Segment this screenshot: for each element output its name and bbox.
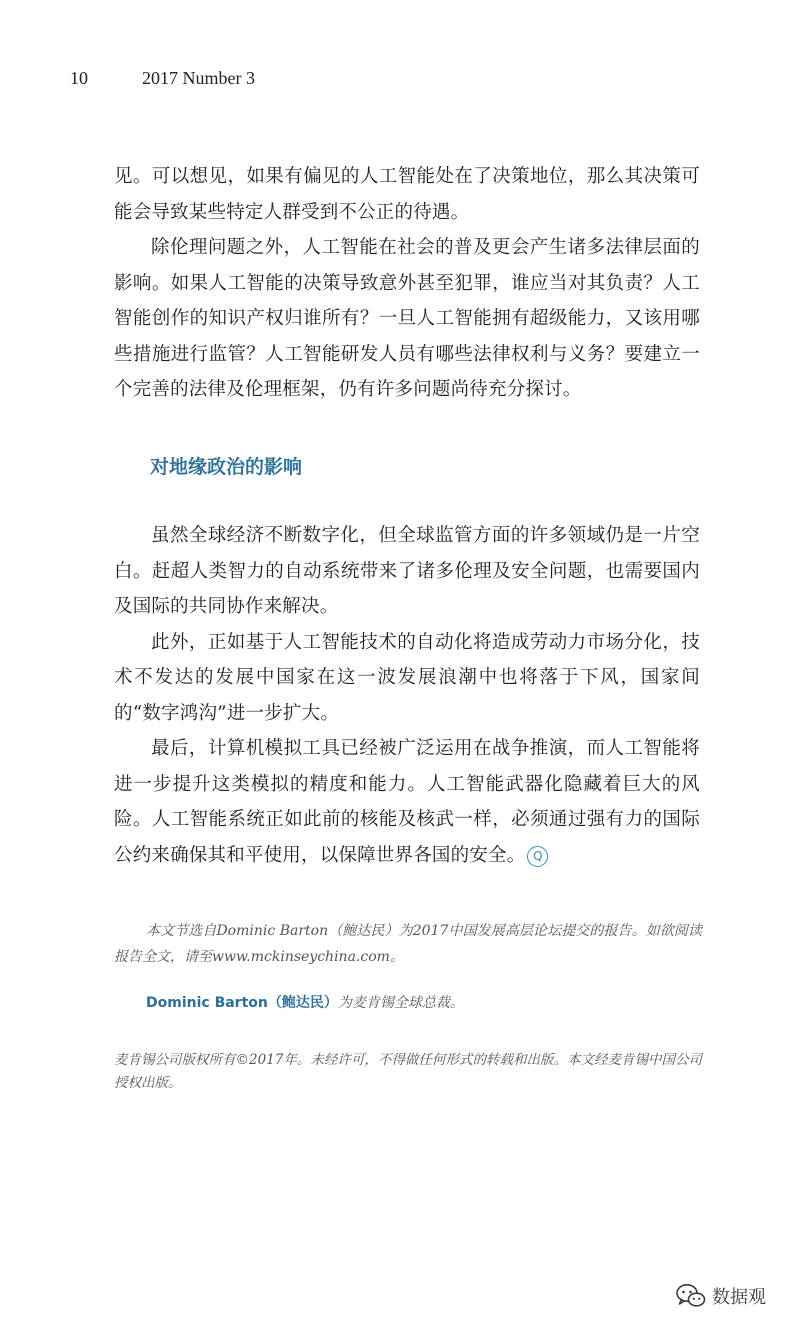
author-role: 为麦肯锡全球总裁。 <box>337 995 464 1011</box>
paragraph: 此外，正如基于人工智能技术的自动化将造成劳动力市场分化，技术不发达的发展中国家在这一波发展浪潮中也将落于下风，国家间的“数字鸿沟”进一步扩大。 <box>114 631 700 724</box>
copyright-notice: 麦肯锡公司版权所有©2017年。未经许可，不得做任何形式的转载和出版。本文经麦肯锡中国公司授权出版。 <box>114 1052 702 1091</box>
end-mark-icon: Q <box>527 846 548 867</box>
watermark-label: 数据观 <box>712 1287 766 1308</box>
page-number: 10 <box>70 68 88 88</box>
author-name: Dominic Barton（鲍达民） <box>146 995 338 1011</box>
watermark <box>676 1283 766 1309</box>
paragraph: 除伦理问题之外，人工智能在社会的普及更会产生诸多法律层面的影响。如果人工智能的决策导致意外甚至犯罪，谁应当对其负责？人工智能创作的知识产权归谁所有？一旦人工智能拥有超级能力，又该用哪些措施进行监管？人工智能研发人员有哪些法律权利与义务？要建立一个完善的法律及伦理框架，仍有许多问题尚待充分探讨。 <box>114 237 700 400</box>
section-heading: 对地缘政治的影响 <box>150 456 303 478</box>
paragraph: 见。可以想见，如果有偏见的人工智能处在了决策地位，那么其决策可能会导致某些特定人群受到不公正的待遇。 <box>114 166 700 223</box>
wechat-icon <box>676 1283 706 1309</box>
paragraph-final <box>114 731 700 873</box>
intro-text <box>114 159 700 408</box>
source-note: 本文节选自Dominic Barton（鲍达民）为2017中国发展高层论坛提交的报告。如欲阅读报告全文，请至www.mckinseychina.com。 <box>114 923 702 965</box>
page-header <box>70 68 255 89</box>
issue-label: 2017 Number 3 <box>142 68 255 88</box>
author-line <box>146 992 464 1012</box>
section-body <box>114 518 700 873</box>
paragraph-text: 最后，计算机模拟工具已经被广泛运用在战争推演，而人工智能将进一步提升这类模拟的精度和能力。人工智能武器化隐藏着巨大的风险。人工智能系统正如此前的核能及核武一样，必须通过强有力的国际公约来确保其和平使用，以保障世界各国的安全。 <box>114 738 700 866</box>
paragraph: 虽然全球经济不断数字化，但全球监管方面的许多领域仍是一片空白。赶超人类智力的自动系统带来了诸多伦理及安全问题，也需要国内及国际的共同协作来解决。 <box>114 525 700 617</box>
